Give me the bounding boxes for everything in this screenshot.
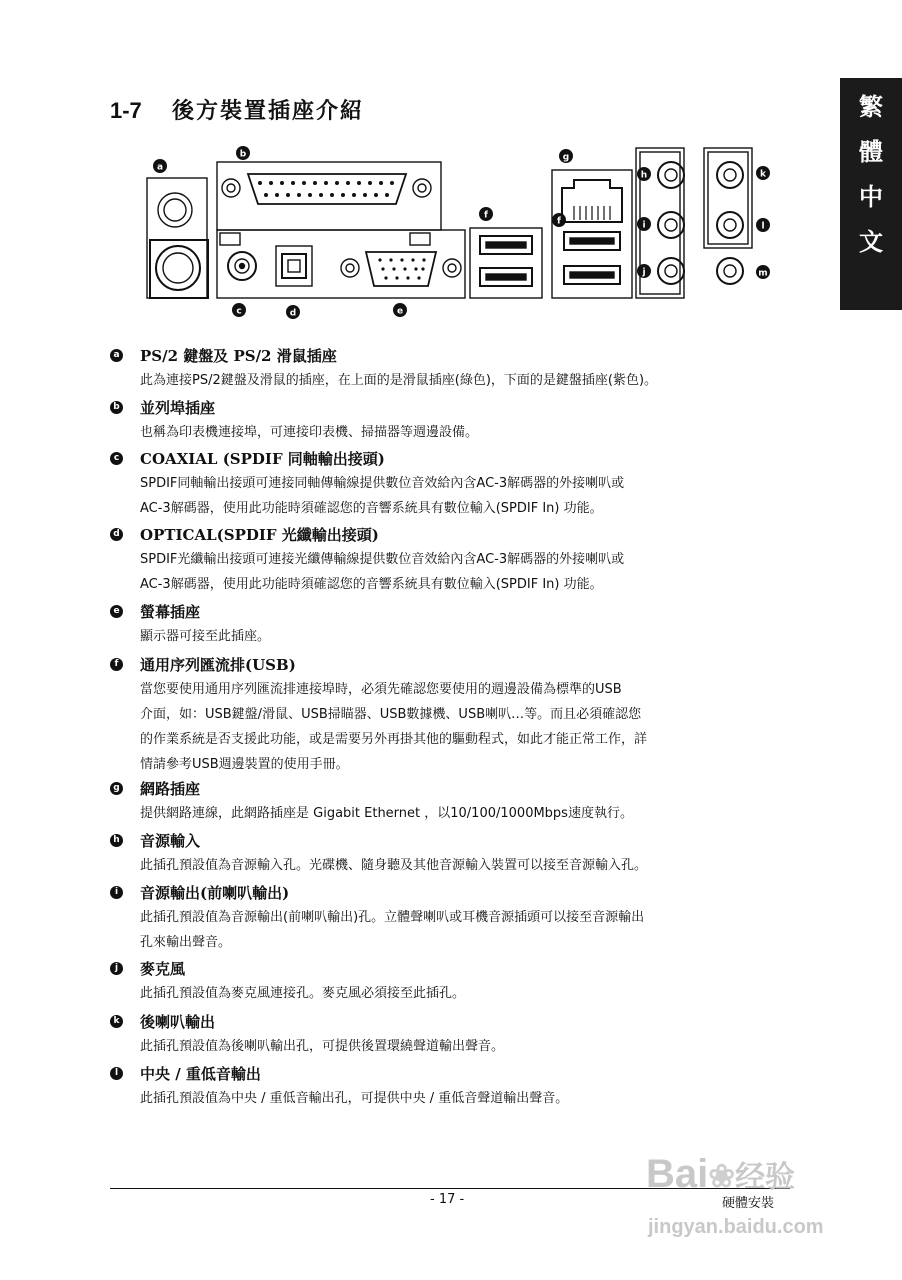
audio-jack-icons xyxy=(636,148,752,298)
item-line: 此插孔預設值為音源輸入孔。光碟機、隨身聽及其他音源輸入裝置可以接至音源輸入孔。 xyxy=(140,858,648,873)
language-tab-char: 體 xyxy=(859,137,883,166)
item-line: 此為連接PS/2鍵盤及滑鼠的插座，在上面的是滑鼠插座(綠色)，下面的是鍵盤插座(紫色)。 xyxy=(140,373,658,388)
item-title: PS/2 鍵盤及 PS/2 滑鼠插座 xyxy=(140,347,337,365)
svg-text:e: e xyxy=(396,306,404,317)
item-title: OPTICAL(SPDIF 光纖輸出接頭) xyxy=(140,526,379,544)
item-title: 音源輸入 xyxy=(140,832,201,850)
usb-port-icon xyxy=(470,228,542,298)
audio-digital-out-icons xyxy=(217,230,465,298)
svg-text:f: f xyxy=(484,210,488,221)
item-bullet: b xyxy=(110,401,123,414)
language-tab-char: 中 xyxy=(859,182,883,211)
vga-port-icon xyxy=(341,252,461,286)
item-title: 音源輸出(前喇叭輸出) xyxy=(140,884,290,902)
language-tab xyxy=(840,78,902,310)
callout-c xyxy=(232,303,246,317)
item-bullet: f xyxy=(110,658,123,671)
svg-text:a: a xyxy=(156,162,164,173)
callout-k xyxy=(756,166,770,180)
callout-a xyxy=(153,159,167,173)
item-line: 介面，如：USB鍵盤/滑鼠、USB掃瞄器、USB數據機、USB喇叭…等。而且必須確認您 xyxy=(140,707,642,722)
item-line: SPDIF光纖輸出接頭可連接光纖傳輸線提供數位音效給內含AC-3解碼器的外接喇叭或 xyxy=(140,552,625,567)
section-heading xyxy=(110,94,364,125)
item-line: AC-3解碼器，使用此功能時須確認您的音響系統具有數位輸入(SPDIF In) 功能。 xyxy=(140,577,603,592)
language-tab-char: 繁 xyxy=(859,92,883,121)
item-title: 後喇叭輸出 xyxy=(140,1013,216,1031)
item-line: 的作業系統是否支援此功能，或是需要另外再掛其他的驅動程式，如此才能正常工作，詳 xyxy=(140,732,648,747)
item-line: 情請參考USB週邊裝置的使用手冊。 xyxy=(140,757,349,772)
item-bullet: a xyxy=(110,349,123,362)
section-title: 後方裝置插座介紹 xyxy=(172,98,365,124)
svg-text:f: f xyxy=(557,216,561,227)
svg-text:m: m xyxy=(758,268,768,279)
svg-text:c: c xyxy=(236,306,242,317)
item-title: 並列埠插座 xyxy=(140,399,216,417)
footer-section: 硬體安裝 xyxy=(722,1196,775,1211)
item-bullet: j xyxy=(110,962,123,975)
svg-text:j: j xyxy=(642,267,646,278)
item-bullet: e xyxy=(110,605,123,618)
svg-text:h: h xyxy=(640,170,648,181)
item-line: 當您要使用通用序列匯流排連接埠時，必須先確認您要使用的週邊設備為標準的USB xyxy=(140,682,622,697)
item-title: 中央 / 重低音輸出 xyxy=(140,1065,261,1083)
watermark-brand: Bai xyxy=(646,1152,709,1196)
item-title: COAXIAL (SPDIF 同軸輸出接頭) xyxy=(140,450,385,468)
watermark-extra: 经验 xyxy=(735,1160,796,1195)
callout-f xyxy=(479,207,493,221)
item-line: 此插孔預設值為音源輸出(前喇叭輸出)孔。立體聲喇叭或耳機音源插頭可以接至音源輸出 xyxy=(140,910,645,925)
item-bullet: c xyxy=(110,452,123,465)
item-bullet: g xyxy=(110,782,123,795)
item-line: 提供網路連線，此網路插座是 Gigabit Ethernet ，以10/100/1000Mbps速度執行。 xyxy=(140,806,633,821)
svg-text:i: i xyxy=(642,220,646,231)
item-bullet: l xyxy=(110,1067,123,1080)
item-title: 網路插座 xyxy=(140,780,201,798)
item-bullet: h xyxy=(110,834,123,847)
callout-g xyxy=(559,149,573,163)
item-title: 麥克風 xyxy=(140,960,186,978)
page-number: - 17 - xyxy=(430,1192,465,1207)
item-bullet: d xyxy=(110,528,123,541)
item-line: 也稱為印表機連接埠，可連接印表機、掃描器等週邊設備。 xyxy=(140,425,479,440)
item-line: 此插孔預設值為中央 / 重低音輸出孔，可提供中央 / 重低音聲道輸出聲音。 xyxy=(140,1091,569,1106)
item-line: 孔來輸出聲音。 xyxy=(140,935,232,950)
item-bullet: k xyxy=(110,1015,123,1028)
paw-icon: ❀ xyxy=(708,1158,736,1194)
callout-b xyxy=(236,146,250,160)
ps2-port-icon xyxy=(147,178,208,298)
callout-i xyxy=(637,217,651,231)
svg-text:k: k xyxy=(760,169,766,180)
callout-l xyxy=(756,218,770,232)
language-tab-char: 文 xyxy=(859,227,883,256)
callout-e xyxy=(393,303,407,317)
item-line: SPDIF同軸輸出接頭可連接同軸傳輸線提供數位音效給內含AC-3解碼器的外接喇叭或 xyxy=(140,476,625,491)
item-title: 通用序列匯流排(USB) xyxy=(140,656,296,674)
item-line: AC-3解碼器，使用此功能時須確認您的音響系統具有數位輸入(SPDIF In) 功能。 xyxy=(140,501,603,516)
svg-text:g: g xyxy=(562,152,570,163)
rear-panel-diagram xyxy=(140,140,790,325)
watermark-site: jingyan.baidu.com xyxy=(648,1216,824,1238)
lan-port-icon xyxy=(552,170,632,298)
callout-d xyxy=(286,305,300,319)
callout-m xyxy=(756,265,770,279)
item-line: 顯示器可接至此插座。 xyxy=(140,629,271,644)
svg-text:d: d xyxy=(289,308,297,319)
item-line: 此插孔預設值為麥克風連接孔。麥克風必須接至此插孔。 xyxy=(140,986,466,1001)
item-line: 此插孔預設值為後喇叭輸出孔，可提供後置環繞聲道輸出聲音。 xyxy=(140,1039,505,1054)
item-title: 螢幕插座 xyxy=(140,603,201,621)
watermark-logo xyxy=(646,1152,795,1197)
callout-f2 xyxy=(552,213,566,227)
section-number: 1-7 xyxy=(110,98,142,123)
parallel-port-icon xyxy=(217,162,441,230)
callout-h xyxy=(637,167,651,181)
item-bullet: i xyxy=(110,886,123,899)
svg-text:l: l xyxy=(761,221,765,232)
svg-text:b: b xyxy=(239,149,247,160)
callout-j xyxy=(637,264,651,278)
